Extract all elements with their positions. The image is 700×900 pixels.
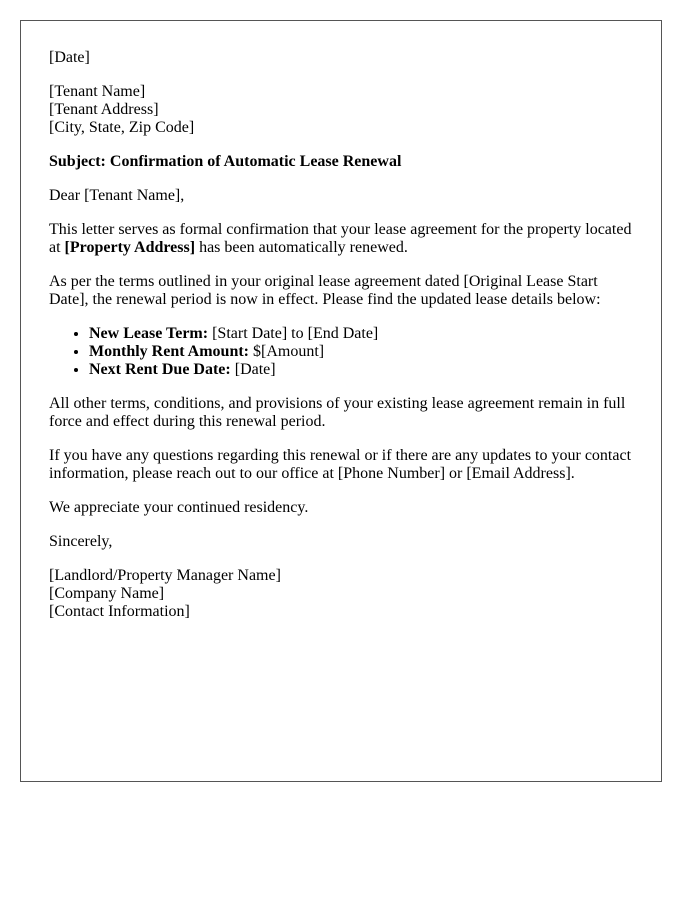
recipient-block [49,83,633,137]
detail-label: Next Rent Due Date: [89,361,231,378]
list-item [89,361,633,379]
detail-label: Monthly Rent Amount: [89,343,250,360]
letter-subject: Subject: Confirmation of Automatic Lease Renewal [49,153,402,170]
paragraph-confirmation-text-before: This letter serves as formal confirmation that your lease agreement for the property located at [49,221,632,256]
recipient-city-state-zip: [City, State, Zip Code] [49,119,195,136]
recipient-address: [Tenant Address] [49,101,159,118]
closing: Sincerely, [49,533,113,550]
letter-date: [Date] [49,49,90,66]
signature-company: [Company Name] [49,585,165,602]
list-item [89,325,633,343]
detail-value: $[Amount] [249,343,325,360]
lease-details-list [49,325,633,379]
detail-label: New Lease Term: [89,325,209,342]
signature-contact: [Contact Information] [49,603,190,620]
signature-name: [Landlord/Property Manager Name] [49,567,281,584]
paragraph-terms: As per the terms outlined in your original lease agreement dated [Original Lease Start Date], the renewal period is now in effect. Please find the updated lease details below: [49,273,601,308]
paragraph-confirmation [49,221,633,257]
salutation: Dear [Tenant Name], [49,187,185,204]
property-address: [Property Address] [64,239,196,256]
signature-block [49,567,633,621]
letter-page [20,20,662,782]
list-item [89,343,633,361]
paragraph-other-terms: All other terms, conditions, and provisions of your existing lease agreement remain in full force and effect during this renewal period. [49,395,626,430]
paragraph-appreciation: We appreciate your continued residency. [49,499,309,516]
recipient-name: [Tenant Name] [49,83,146,100]
paragraph-questions: If you have any questions regarding this renewal or if there are any updates to your contact information, please reach out to our office at [Phone Number] or [Email Address]. [49,447,632,482]
detail-value: [Date] [230,361,276,378]
paragraph-confirmation-text-after: has been automatically renewed. [195,239,408,256]
detail-value: [Start Date] to [End Date] [208,325,379,342]
